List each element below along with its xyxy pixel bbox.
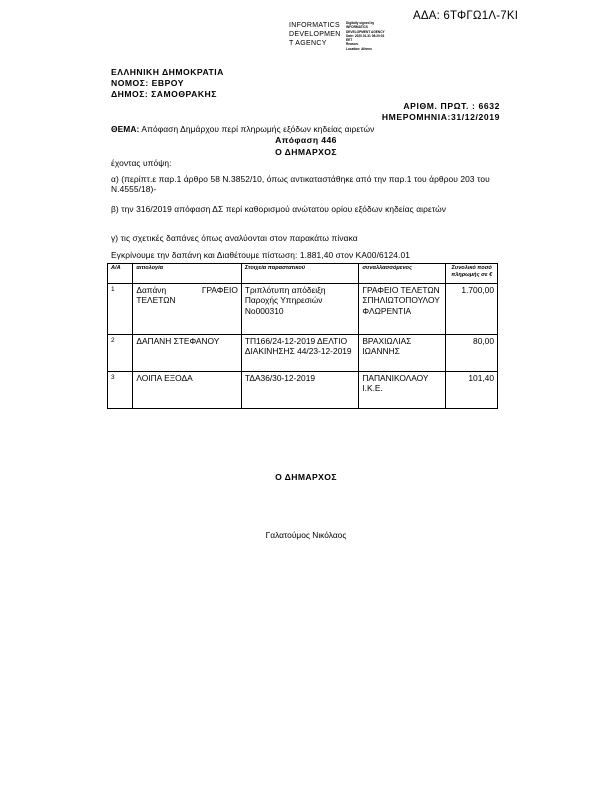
consideration-a: α) (περίπτ.ε παρ.1 άρθρο 58 Ν.3852/10, όπως αντικαταστάθηκε από την παρ.1 του άρθρου 203 του Ν.4555/18)- bbox=[111, 174, 490, 195]
approval-statement: Εγκρίνουμε την δαπάνη και Διαθέτουμε πίστωση: 1.881,40 στον ΚΑ00/6124.01 bbox=[111, 250, 410, 260]
considering-intro: έχοντας υπόψη: bbox=[111, 158, 172, 168]
consideration-b: β) την 316/2019 απόφαση ΔΣ περί καθορισμού ανώτατου ορίου εξόδων κηδείας αιρετών bbox=[111, 204, 447, 214]
table-header-row bbox=[108, 264, 498, 284]
protocol-number: ΑΡΙΘΜ. ΠΡΩΤ. : 6632 bbox=[403, 101, 500, 111]
table-row bbox=[108, 283, 498, 334]
header-reason: αιτιολογία bbox=[133, 264, 242, 284]
header-municipality: ΔΗΜΟΣ: ΣΑΜΟΘΡΑΚΗΣ bbox=[111, 89, 217, 99]
row-amount: 1.700,00 bbox=[446, 283, 498, 334]
stamp-detail-line: Reason: bbox=[346, 42, 359, 47]
signature-name: Γαλατούμος Νικόλαος bbox=[265, 530, 347, 540]
stamp-line: DEVELOPMEN bbox=[289, 31, 341, 38]
subject-text: Απόφαση Δημάρχου περί πληρωμής εξόδων κηδείας αιρετών bbox=[139, 124, 375, 134]
row-aa: 1 bbox=[108, 283, 133, 334]
consideration-c: γ) τις σχετικές δαπάνες όπως αναλύονται στον παρακάτω πίνακα bbox=[111, 233, 358, 243]
document-date: ΗΜΕΡΟΜΗΝΙΑ:31/12/2019 bbox=[381, 112, 500, 122]
row-document: ΤΠ166/24-12-2019 ΔΕΛΤΙΟ ΔΙΑΚΙΝΗΣΗΣ 44/23-12-2019 bbox=[241, 334, 358, 371]
stamp-detail-line: Location: Athens bbox=[346, 46, 372, 51]
mayor-heading: Ο ΔΗΜΑΡΧΟΣ bbox=[275, 147, 337, 157]
stamp-detail-line: Date: 2020.01.31 08:20:01 bbox=[346, 33, 385, 38]
stamp-detail-line: DEVELOPMENT AGENCY bbox=[346, 29, 385, 34]
table-row bbox=[108, 334, 498, 371]
digital-signature-stamp-label bbox=[289, 21, 341, 48]
stamp-detail-line: INFORMATICS bbox=[346, 25, 368, 30]
subject-label: ΘΕΜΑ: bbox=[111, 124, 140, 134]
row-amount: 101,40 bbox=[446, 371, 498, 408]
subject-line bbox=[111, 124, 374, 134]
header-amount: Συνολικό ποσό πληρωμής σε € bbox=[446, 264, 498, 284]
stamp-line: INFORMATICS bbox=[289, 22, 341, 29]
header-document: Στοιχεία παραστατικού bbox=[241, 264, 358, 284]
row-reason: ΔΑΠΑΝΗ ΣΤΕΦΑΝΟΥ bbox=[133, 334, 242, 371]
header-country: ΕΛΛΗΝΙΚΗ ΔΗΜΟΚΡΑΤΙΑ bbox=[111, 67, 224, 77]
decision-number: Απόφαση 446 bbox=[275, 135, 337, 145]
row-reason: ΛΟΙΠΑ ΕΞΟΔΑ bbox=[133, 371, 242, 408]
expenses-table bbox=[107, 263, 498, 409]
row-aa: 3 bbox=[108, 371, 133, 408]
row-reason: Δαπάνη ΓΡΑΦΕΙΟ ΤΕΛΕΤΩΝ bbox=[133, 283, 242, 334]
stamp-line: T AGENCY bbox=[289, 40, 327, 47]
header-aa: Α/Α bbox=[108, 264, 133, 284]
stamp-detail-line: EET bbox=[346, 38, 353, 43]
row-aa: 2 bbox=[108, 334, 133, 371]
row-amount: 80,00 bbox=[446, 334, 498, 371]
table-row bbox=[108, 371, 498, 408]
header-prefecture: ΝΟΜΟΣ: ΕΒΡΟΥ bbox=[111, 78, 184, 88]
row-document: Τριπλότυπη απόδειξη Παροχής Υπηρεσιών Νο000310 bbox=[241, 283, 358, 334]
header-party: συναλλασσόμενος bbox=[359, 264, 446, 284]
signature-title: Ο ΔΗΜΑΡΧΟΣ bbox=[275, 472, 337, 482]
ada-code: ΑΔΑ: 6ΤΦΓΩ1Λ-7ΚΙ bbox=[413, 10, 519, 22]
row-party: ΓΡΑΦΕΙΟ ΤΕΛΕΤΩΝ ΣΠΗΛΙΩΤΟΠΟΥΛΟΥ ΦΛΩΡΕΝΤΙΑ bbox=[359, 283, 446, 334]
row-party: ΒΡΑΧΙΩΛΙΑΣ ΙΩΑΝΝΗΣ bbox=[359, 334, 446, 371]
digital-signature-stamp-details bbox=[346, 21, 385, 51]
stamp-detail-line: Digitally signed by bbox=[346, 21, 375, 25]
row-party: ΠΑΠΑΝΙΚΟΛΑΟΥ Ι.Κ.Ε. bbox=[359, 371, 446, 408]
row-document: ΤΔΑ36/30-12-2019 bbox=[241, 371, 358, 408]
